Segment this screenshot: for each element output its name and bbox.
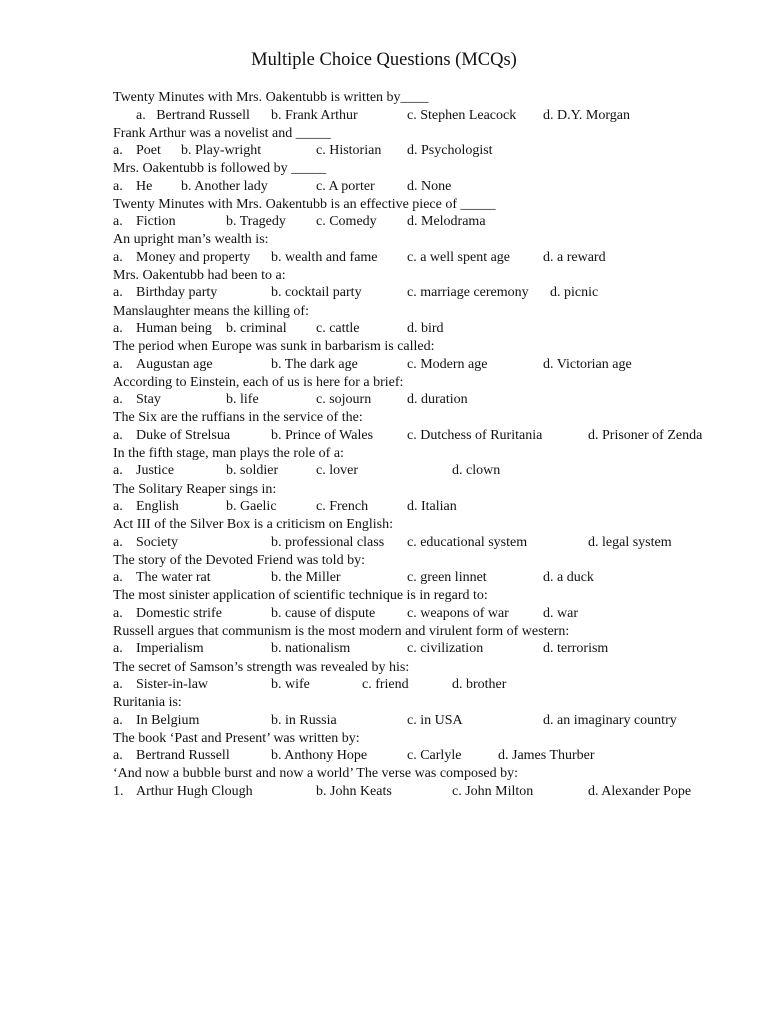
question-item [0,552,768,588]
option-b: b. Tragedy [226,214,286,230]
option-d: d. duration [407,392,468,408]
option-c: c. Historian [316,143,382,159]
option-d: d. Victorian age [543,356,632,372]
option-d: d. a reward [543,249,606,265]
question-text: ‘And now a bubble burst and now a world’ The verse was composed by: [113,766,519,782]
option-c: c. marriage ceremony [407,285,529,301]
option-c: c. Modern age [407,356,488,372]
option-a: Human being [136,321,212,337]
option-b: b. life [226,392,259,408]
option-c: c. in USA [407,712,463,728]
question-item [0,694,768,730]
option-c: c. cattle [316,321,360,337]
option-d: d. James Thurber [498,748,595,764]
option-list-label: a. [113,499,123,515]
option-list-label: a. [113,605,123,621]
question-item [0,231,768,267]
question-text: Frank Arthur was a novelist and _____ [113,125,331,141]
question-text: Manslaughter means the killing of: [113,303,309,319]
question-text: An upright man’s wealth is: [113,232,269,248]
option-list-label: a. [113,392,123,408]
option-d: d. bird [407,321,444,337]
option-a: Fiction [136,214,176,230]
option-list-label: a. [113,178,123,194]
question-item [0,587,768,623]
option-list-label: a. [113,748,123,764]
option-b: b. nationalism [271,641,351,657]
question-item [0,338,768,374]
option-b: b. in Russia [271,712,337,728]
option-list-label: a. [113,463,123,479]
question-text: The period when Europe was sunk in barbarism is called: [113,339,435,355]
option-b: b. professional class [271,534,385,550]
option-list-label: a. [113,534,123,550]
option-list-label: a. [113,427,123,443]
question-item [0,623,768,659]
question-text: The book ‘Past and Present’ was written by: [113,730,360,746]
question-text: Mrs. Oakentubb is followed by _____ [113,161,327,177]
option-list-label: 1. [113,783,124,799]
option-a: Stay [136,392,161,408]
option-b: b. Another lady [181,178,268,194]
question-item [0,374,768,410]
option-d: d. terrorism [543,641,609,657]
option-a: Bertrand Russell [136,748,230,764]
option-b: b. Play-wright [181,143,262,159]
question-text: Twenty Minutes with Mrs. Oakentubb is written by____ [113,90,429,105]
option-c: c. educational system [407,534,528,550]
option-a: Sister-in-law [136,677,209,692]
option-b: b. wife [271,677,310,692]
option-b: b. cause of dispute [271,605,376,621]
question-item [0,303,768,339]
option-d: d. Alexander Pope [588,783,692,799]
option-list-label: a. [113,356,123,372]
question-item [0,160,768,196]
option-d: d. picnic [550,285,599,301]
question-item [0,765,768,801]
option-list-label: a. [113,285,123,301]
question-text: The secret of Samson’s strength was revealed by his: [113,659,410,675]
option-c: c. civilization [407,641,484,657]
option-d: d. Italian [407,499,457,515]
option-list-label: a. [113,641,123,657]
question-text: Mrs. Oakentubb had been to a: [113,267,286,283]
question-text: Twenty Minutes with Mrs. Oakentubb is an effective piece of _____ [113,196,496,212]
option-list-label: a. [113,677,123,692]
option-a: The water rat [136,570,211,586]
option-d: d. legal system [588,534,672,550]
option-c: c. Comedy [316,214,377,230]
option-b: b. the Miller [271,570,341,586]
option-d: d. None [407,178,452,194]
option-b: b. The dark age [271,356,358,372]
question-item [0,267,768,303]
option-a: a. Bertrand Russell [136,107,250,123]
question-text: The Solitary Reaper sings in: [113,481,277,497]
option-b: b. Gaelic [226,499,277,515]
option-a: Arthur Hugh Clough [136,783,253,799]
option-b: b. Prince of Wales [271,427,374,443]
question-list [0,89,768,801]
option-c: c. Stephen Leacock [407,107,517,123]
question-text: Russell argues that communism is the most modern and virulent form of western: [113,623,570,639]
question-text: The story of the Devoted Friend was told by: [113,552,365,568]
option-list-label: a. [113,249,123,265]
option-c: c. French [316,499,369,515]
option-a: Justice [136,463,175,479]
option-a: Poet [136,143,161,159]
question-text: According to Einstein, each of us is here for a brief: [113,374,404,390]
option-d: d. Prisoner of Zenda [588,427,703,443]
option-list-label: a. [113,321,123,337]
question-item [0,196,768,232]
option-d: d. an imaginary country [543,712,677,728]
option-d: d. Melodrama [407,214,486,230]
option-c: c. friend [362,677,409,692]
option-a: Imperialism [136,641,204,657]
page-title: Multiple Choice Questions (MCQs) [251,50,517,70]
option-a: Money and property [136,249,251,265]
option-c: c. A porter [316,178,375,194]
option-a: Augustan age [136,356,213,372]
option-list-label: a. [113,712,123,728]
option-d: d. a duck [543,570,594,586]
option-c: c. a well spent age [407,249,511,265]
question-text: The Six are the ruffians in the service of the: [113,410,363,426]
option-d: d. brother [452,677,507,692]
option-list-label: a. [113,143,123,159]
question-item [0,445,768,481]
option-b: b. Frank Arthur [271,107,358,123]
question-text: Ruritania is: [113,695,182,711]
option-d: d. clown [452,463,501,479]
option-c: c. lover [316,463,358,479]
option-a: Duke of Strelsua [136,427,231,443]
option-b: b. Anthony Hope [271,748,368,764]
option-a: Society [136,534,178,550]
option-c: c. weapons of war [407,605,509,621]
question-item [0,481,768,517]
option-a: In Belgium [136,712,200,728]
option-d: d. D.Y. Morgan [543,107,630,123]
option-a: English [136,499,179,515]
option-c: c. Carlyle [407,748,462,764]
option-c: c. sojourn [316,392,372,408]
option-c: c. green linnet [407,570,487,586]
question-text: Act III of the Silver Box is a criticism on English: [113,517,393,533]
option-b: b. soldier [226,463,279,479]
option-a: He [136,178,153,194]
option-a: Birthday party [136,285,218,301]
question-item [0,516,768,552]
question-item [0,730,768,766]
option-b: b. John Keats [316,783,392,799]
option-list-label: a. [113,570,123,586]
option-c: c. Dutchess of Ruritania [407,427,543,443]
option-b: b. criminal [226,321,287,337]
question-item [0,659,768,695]
option-a: Domestic strife [136,605,222,621]
option-d: d. war [543,605,578,621]
option-c: c. John Milton [452,783,534,799]
option-b: b. wealth and fame [271,249,378,265]
question-item [0,125,768,161]
option-b: b. cocktail party [271,285,362,301]
option-list-label: a. [113,214,123,230]
option-d: d. Psychologist [407,143,493,159]
question-item [0,89,768,125]
question-text: In the fifth stage, man plays the role of a: [113,445,344,461]
question-text: The most sinister application of scientific technique is in regard to: [113,588,488,604]
question-item [0,409,768,445]
